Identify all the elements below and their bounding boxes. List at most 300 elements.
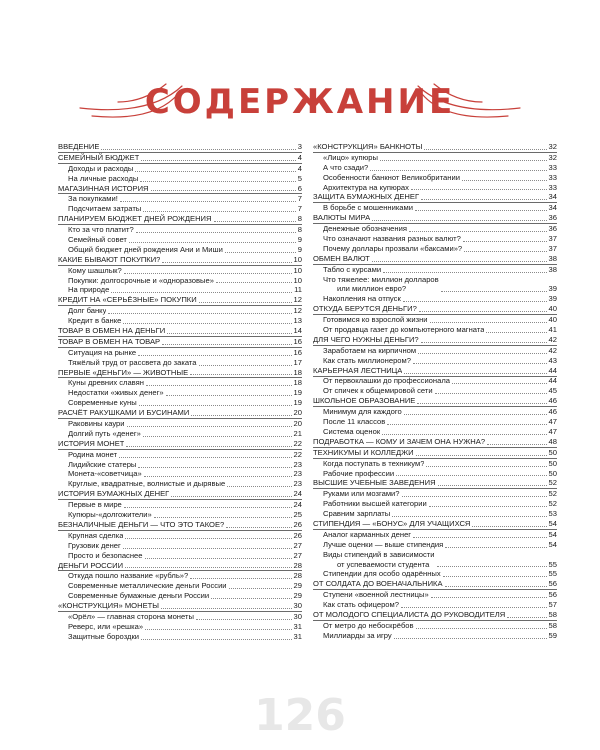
- entry-title-line: Особенности банкнот Великобритании: [323, 172, 460, 182]
- entry-title: [58, 326, 165, 336]
- entry-title: [313, 448, 414, 458]
- entry-title-line: Накопления на отпуск: [323, 294, 401, 304]
- entry-page-number: 30: [293, 611, 302, 621]
- entry-page-number: 22: [293, 449, 302, 459]
- dot-leader: [507, 617, 546, 618]
- dot-leader: [225, 252, 296, 253]
- entry-title: [323, 621, 414, 631]
- dot-leader: [430, 322, 547, 323]
- toc-subsection-entry: [58, 225, 302, 235]
- entry-page-number: 34: [548, 203, 557, 213]
- entry-page-number: 58: [548, 620, 557, 630]
- entry-page-number: 54: [548, 529, 557, 539]
- entry-title: [313, 396, 415, 406]
- entry-title: [68, 541, 121, 551]
- entry-title-line: ШКОЛЬНОЕ ОБРАЗОВАНИЕ: [313, 396, 416, 406]
- entry-page-number: 16: [293, 336, 302, 346]
- entry-title: [323, 224, 407, 234]
- entry-title: [58, 489, 169, 499]
- entry-page-number: 33: [548, 172, 557, 182]
- entry-title: [323, 346, 416, 356]
- toc-subsection-entry: [313, 173, 557, 183]
- toc-subsection-entry: [313, 530, 557, 540]
- entry-title-line: Монета-«советчица»: [68, 469, 142, 479]
- entry-title: [313, 478, 436, 488]
- toc-section-entry: [58, 153, 302, 164]
- dot-leader: [370, 170, 546, 171]
- entry-title-line: КАРЬЕРНАЯ ЛЕСТНИЦА: [313, 365, 403, 375]
- toc-subsection-entry: [313, 469, 557, 479]
- entry-page-number: 52: [548, 499, 557, 509]
- entry-title: [313, 437, 485, 447]
- toc-subsection-entry: [313, 315, 557, 325]
- toc-subsection-entry: [313, 244, 557, 254]
- entry-title: [323, 550, 435, 570]
- entry-page-number: 38: [548, 253, 557, 263]
- entry-title-line: Что тяжелее: миллион долларов: [323, 274, 439, 284]
- toc-subsection-entry: [58, 245, 302, 255]
- entry-title-line: Семейный совет: [68, 235, 127, 244]
- dot-leader: [404, 414, 547, 415]
- entry-title: [58, 368, 188, 378]
- entry-page-number: 8: [297, 225, 302, 235]
- entry-title: [313, 335, 419, 345]
- entry-title-line: От продавца газет до компьютерного магната: [323, 325, 485, 335]
- entry-title: [68, 358, 197, 368]
- entry-page-number: 55: [548, 569, 557, 579]
- entry-title: [323, 325, 484, 335]
- entry-title: [68, 306, 106, 316]
- dot-leader: [141, 160, 295, 161]
- toc-subsection-entry: [313, 183, 557, 193]
- dot-leader: [416, 628, 547, 629]
- entry-title-line: Сравним зарплаты: [323, 509, 391, 519]
- entry-title-line: Защитные бороздки: [68, 631, 140, 641]
- entry-title: [58, 153, 139, 163]
- entry-title-line: После 11 классов: [323, 417, 386, 427]
- entry-title: [58, 255, 160, 265]
- entry-page-number: 40: [548, 315, 557, 325]
- dot-leader: [127, 426, 292, 427]
- entry-page-number: 45: [548, 386, 557, 396]
- entry-page-number: 28: [293, 571, 302, 581]
- entry-page-number: 12: [293, 295, 302, 305]
- entry-page-number: 37: [548, 234, 557, 243]
- toc-subsection-entry: [313, 407, 557, 417]
- toc-subsection-entry: [58, 358, 302, 368]
- toc-section-entry: [58, 520, 302, 531]
- entry-title: [68, 164, 133, 174]
- entry-title: [323, 590, 429, 600]
- toc-subsection-entry: [58, 348, 302, 358]
- dot-leader: [119, 457, 291, 458]
- dot-leader: [486, 332, 546, 333]
- entry-page-number: 47: [548, 417, 557, 427]
- entry-title-line: СТИПЕНДИЯ — «БОНУС» ДЛЯ УЧАЩИХСЯ: [313, 518, 471, 528]
- toc-section-entry: [58, 439, 302, 450]
- entry-title: [68, 460, 136, 470]
- dot-leader: [419, 311, 547, 312]
- dot-leader: [199, 365, 292, 366]
- toc-section-entry: [58, 408, 302, 419]
- entry-page-number: 56: [548, 579, 557, 589]
- entry-page-number: 42: [548, 334, 557, 344]
- entry-title-line: ОТ СОЛДАТА ДО ВОЕНАЧАЛЬНИКА: [313, 579, 443, 589]
- entry-page-number: 53: [548, 509, 557, 519]
- toc-subsection-entry: [58, 164, 302, 174]
- entry-page-number: 5: [297, 173, 302, 183]
- dot-leader: [124, 507, 292, 508]
- dot-leader: [487, 444, 546, 445]
- entry-page-number: 24: [293, 489, 302, 499]
- dot-leader: [472, 526, 546, 527]
- entry-title-line: Почему доллары прозвали «баксами»?: [323, 243, 463, 253]
- dot-leader: [394, 638, 547, 639]
- entry-page-number: 19: [293, 398, 302, 408]
- entry-title: [323, 407, 402, 417]
- dot-leader: [438, 485, 547, 486]
- dot-leader: [462, 180, 547, 181]
- entry-page-number: 27: [293, 550, 302, 560]
- entry-page-number: 33: [548, 162, 557, 172]
- entry-title: [323, 459, 424, 469]
- entry-page-number: 59: [548, 630, 557, 640]
- entry-title-line: Купюры-«долгожители»: [68, 510, 152, 520]
- entry-page-number: 34: [548, 192, 557, 202]
- entry-title-line: «Орёл» — главная сторона монеты: [68, 611, 194, 621]
- entry-title-line: БЕЗНАЛИЧНЫЕ ДЕНЬГИ — ЧТО ЭТО ТАКОЕ?: [58, 519, 225, 529]
- toc-subsection-entry: [313, 499, 557, 509]
- entry-title-line: Современные металлические деньги России: [68, 581, 227, 591]
- entry-title-line: ОТ МОЛОДОГО СПЕЦИАЛИСТА ДО РУКОВОДИТЕЛЯ: [313, 609, 506, 619]
- entry-title: [323, 183, 409, 193]
- entry-page-number: 57: [548, 600, 557, 610]
- dot-leader: [429, 506, 547, 507]
- entry-page-number: 4: [297, 163, 302, 173]
- dot-leader: [141, 639, 292, 640]
- entry-title: [68, 581, 227, 591]
- entry-title: [68, 398, 137, 408]
- dot-leader: [402, 496, 547, 497]
- entry-title: [323, 469, 394, 479]
- entry-title-line: Виды стипендий в зависимости: [323, 549, 435, 559]
- entry-page-number: 48: [548, 436, 557, 446]
- entry-title: [323, 417, 385, 427]
- entry-title: [68, 622, 143, 632]
- dot-leader: [123, 323, 291, 324]
- dot-leader: [161, 608, 292, 609]
- toc-subsection-entry: [313, 163, 557, 173]
- entry-title-line: Общий бюджет дней рождения Ани и Миши: [68, 244, 223, 254]
- toc-section-entry: [58, 368, 302, 379]
- dot-leader: [372, 261, 547, 262]
- entry-title-line: или миллион евро?: [337, 284, 407, 294]
- dot-leader: [124, 273, 292, 274]
- entry-page-number: 44: [548, 376, 557, 386]
- toc-subsection-entry: [58, 266, 302, 276]
- entry-title: [58, 184, 149, 194]
- entry-title-line: Тяжёлый труд от рассвета до заката: [68, 357, 197, 367]
- dot-leader: [380, 160, 547, 161]
- entry-title: [323, 499, 427, 509]
- entry-title-line: Готовимся ко взрослой жизни: [323, 315, 428, 325]
- dot-leader: [211, 598, 291, 599]
- entry-page-number: 20: [293, 408, 302, 418]
- entry-title: [58, 337, 160, 347]
- toc-section-entry: [313, 304, 557, 315]
- toc-subsection-entry: [313, 459, 557, 469]
- dot-leader: [140, 181, 295, 182]
- entry-page-number: 14: [293, 326, 302, 336]
- dot-leader: [145, 629, 291, 630]
- toc-subsection-entry: [313, 275, 557, 295]
- entry-title-line: «Лицо» купюры: [323, 152, 378, 162]
- entry-title: [323, 265, 381, 275]
- dot-leader: [382, 434, 546, 435]
- toc-right-column: [313, 142, 557, 641]
- entry-title-line: Лучше оценки — выше стипендия: [323, 539, 444, 549]
- entry-title-line: ВВЕДЕНИЕ: [58, 141, 100, 151]
- dot-leader: [229, 588, 292, 589]
- toc-subsection-entry: [313, 590, 557, 600]
- dot-leader: [415, 210, 547, 211]
- entry-title-line: Родина монет: [68, 449, 118, 459]
- toc-subsection-entry: [58, 276, 302, 286]
- toc-subsection-entry: [58, 285, 302, 295]
- toc-subsection-entry: [313, 600, 557, 610]
- dot-leader: [162, 344, 291, 345]
- entry-title-line: ВЫСШИЕ УЧЕБНЫЕ ЗАВЕДЕНИЯ: [313, 478, 436, 488]
- entry-title-line: ТОВАР В ОБМЕН НА ДЕНЬГИ: [58, 326, 166, 336]
- entry-title-line: Первые в мире: [68, 500, 122, 510]
- entry-title-line: КРЕДИТ НА «СЕРЬЁЗНЫЕ» ПОКУПКИ: [58, 295, 197, 305]
- entry-title-line: ИСТОРИЯ МОНЕТ: [58, 438, 125, 448]
- entry-title: [323, 376, 450, 386]
- entry-title-line: Как стать офицером?: [323, 600, 399, 610]
- entry-title: [68, 235, 127, 245]
- toc-subsection-entry: [58, 612, 302, 622]
- dot-leader: [166, 395, 292, 396]
- entry-page-number: 19: [293, 388, 302, 398]
- page-number: 126: [254, 690, 346, 741]
- entry-page-number: 6: [297, 183, 302, 193]
- entry-page-number: 41: [548, 325, 557, 335]
- entry-title: [323, 315, 428, 325]
- entry-page-number: 13: [293, 316, 302, 326]
- entry-title-line: Круглые, квадратные, волнистые и дырявые: [68, 479, 226, 489]
- entry-page-number: 3: [297, 141, 302, 151]
- entry-title-line: Просто и безопаснее: [68, 550, 143, 560]
- toc-subsection-entry: [58, 378, 302, 388]
- entry-title-line: ВАЛЮТЫ МИРА: [313, 213, 371, 223]
- entry-title: [58, 214, 212, 224]
- entry-title-line: ЗАЩИТА БУМАЖНЫХ ДЕНЕГ: [313, 192, 420, 202]
- entry-title-line: Денежные обозначения: [323, 224, 407, 234]
- entry-title: [313, 213, 370, 223]
- toc-subsection-entry: [313, 325, 557, 335]
- entry-title-line: От метро до небоскрёбов: [323, 620, 414, 630]
- entry-title: [68, 429, 141, 439]
- dot-leader: [396, 475, 546, 476]
- entry-title-line: Кредит в банке: [68, 316, 122, 326]
- entry-title: [323, 386, 433, 396]
- dot-leader: [154, 517, 292, 518]
- entry-title: [68, 450, 117, 460]
- toc-subsection-entry: [58, 316, 302, 326]
- entry-title-line: Раковины каури: [68, 419, 125, 429]
- entry-title: [68, 531, 123, 541]
- entry-title-line: ПЕРВЫЕ «ДЕНЬГИ» — ЖИВОТНЫЕ: [58, 367, 189, 377]
- toc-subsection-entry: [313, 631, 557, 641]
- dot-leader: [421, 342, 547, 343]
- entry-title: [323, 600, 399, 610]
- entry-page-number: 17: [293, 357, 302, 367]
- toc-section-entry: [58, 601, 302, 612]
- entry-page-number: 39: [548, 294, 557, 304]
- entry-title: [68, 316, 121, 326]
- toc-subsection-entry: [313, 417, 557, 427]
- entry-title: [323, 275, 439, 295]
- dot-leader: [214, 221, 296, 222]
- dot-leader: [126, 446, 291, 447]
- toc-subsection-entry: [58, 388, 302, 398]
- toc-section-entry: [58, 489, 302, 500]
- entry-page-number: 12: [293, 306, 302, 316]
- entry-page-number: 39: [548, 284, 557, 294]
- entry-title: [68, 571, 188, 581]
- toc-section-entry: [58, 184, 302, 195]
- dot-leader: [426, 466, 546, 467]
- entry-page-number: 18: [293, 367, 302, 377]
- dot-leader: [129, 242, 296, 243]
- toc-subsection-entry: [58, 470, 302, 480]
- entry-page-number: 26: [293, 519, 302, 529]
- entry-title: [58, 408, 189, 418]
- toc-subsection-entry: [313, 489, 557, 499]
- entry-title: [68, 469, 142, 479]
- dot-leader: [463, 241, 547, 242]
- toc-section-entry: [313, 448, 557, 459]
- dot-leader: [441, 291, 547, 292]
- entry-title: [313, 192, 419, 202]
- entry-title: [58, 439, 124, 449]
- toc-subsection-entry: [58, 622, 302, 632]
- dot-leader: [424, 149, 546, 150]
- dot-leader: [190, 374, 291, 375]
- entry-page-number: 11: [294, 285, 302, 295]
- entry-page-number: 4: [297, 152, 302, 162]
- toc-section-entry: [313, 437, 557, 448]
- entry-title-line: За покупками!: [68, 194, 118, 204]
- dot-leader: [421, 199, 546, 200]
- entry-title: [68, 245, 223, 255]
- dot-leader: [139, 405, 292, 406]
- entry-title-line: «КОНСТРУКЦИЯ» МОНЕТЫ: [58, 601, 160, 611]
- dot-leader: [138, 355, 291, 356]
- dot-leader: [392, 516, 546, 517]
- entry-title: [68, 204, 141, 214]
- entry-title-line: Долг банку: [68, 306, 107, 316]
- dot-leader: [387, 424, 546, 425]
- entry-title-line: ОБМЕН ВАЛЮТ: [313, 253, 370, 263]
- dot-leader: [151, 190, 296, 191]
- toc-subsection-entry: [58, 551, 302, 561]
- toc-section-entry: [58, 337, 302, 348]
- entry-title-line: ПЛАНИРУЕМ БЮДЖЕТ ДНЕЙ РОЖДЕНИЯ: [58, 214, 212, 224]
- entry-page-number: 31: [293, 631, 302, 641]
- toc-subsection-entry: [313, 621, 557, 631]
- entry-title: [323, 569, 441, 579]
- entry-title-line: ОТКУДА БЕРУТСЯ ДЕНЬГИ?: [313, 304, 417, 314]
- entry-title-line: Работники высшей категории: [323, 499, 427, 509]
- toc-section-entry: [58, 326, 302, 337]
- toc-subsection-entry: [58, 174, 302, 184]
- entry-title-line: Современные куны: [68, 398, 137, 408]
- entry-page-number: 7: [297, 204, 302, 214]
- toc-section-entry: [313, 610, 557, 621]
- entry-page-number: 32: [548, 141, 557, 151]
- toc-section-entry: [58, 214, 302, 225]
- entry-title: [68, 225, 134, 235]
- entry-title: [68, 276, 214, 286]
- entry-title: [68, 500, 122, 510]
- entry-title: [323, 294, 401, 304]
- toc-subsection-entry: [313, 386, 557, 396]
- toc-section-entry: [58, 295, 302, 306]
- dot-leader: [190, 578, 291, 579]
- entry-title-line: Кому шашлык?: [68, 265, 122, 275]
- dot-leader: [191, 415, 291, 416]
- entry-title: [58, 295, 197, 305]
- toc-subsection-entry: [58, 571, 302, 581]
- entry-title: [313, 366, 402, 376]
- toc-section-entry: [313, 335, 557, 346]
- entry-title: [323, 153, 378, 163]
- dot-leader: [445, 586, 547, 587]
- dot-leader: [199, 302, 292, 303]
- toc-subsection-entry: [313, 509, 557, 519]
- entry-page-number: 38: [548, 264, 557, 274]
- entry-title-line: МАГАЗИННАЯ ИСТОРИЯ: [58, 183, 149, 193]
- entry-title: [323, 203, 413, 213]
- dot-leader: [144, 476, 292, 477]
- dot-leader: [125, 567, 292, 568]
- entry-title: [323, 234, 461, 244]
- dot-leader: [123, 548, 292, 549]
- toc-section-entry: [58, 255, 302, 266]
- entry-page-number: 47: [548, 426, 557, 436]
- entry-page-number: 56: [548, 590, 557, 600]
- toc-subsection-entry: [58, 591, 302, 601]
- dot-leader: [445, 547, 546, 548]
- entry-page-number: 50: [548, 447, 557, 457]
- entry-page-number: 10: [293, 254, 302, 264]
- entry-title-line: Подсчитаем затраты: [68, 204, 142, 214]
- entry-page-number: 36: [548, 224, 557, 234]
- entry-page-number: 50: [548, 468, 557, 478]
- entry-page-number: 44: [548, 365, 557, 375]
- entry-page-number: 18: [293, 378, 302, 388]
- toc-subsection-entry: [58, 541, 302, 551]
- entry-title: [313, 142, 422, 152]
- toc-subsection-entry: [313, 153, 557, 163]
- entry-page-number: 23: [293, 469, 302, 479]
- entry-title-line: Рабочие профессии: [323, 468, 395, 478]
- entry-title-line: Архитектура на купюрах: [323, 182, 409, 192]
- entry-page-number: 9: [297, 244, 302, 254]
- entry-title: [68, 419, 125, 429]
- entry-title: [323, 540, 443, 550]
